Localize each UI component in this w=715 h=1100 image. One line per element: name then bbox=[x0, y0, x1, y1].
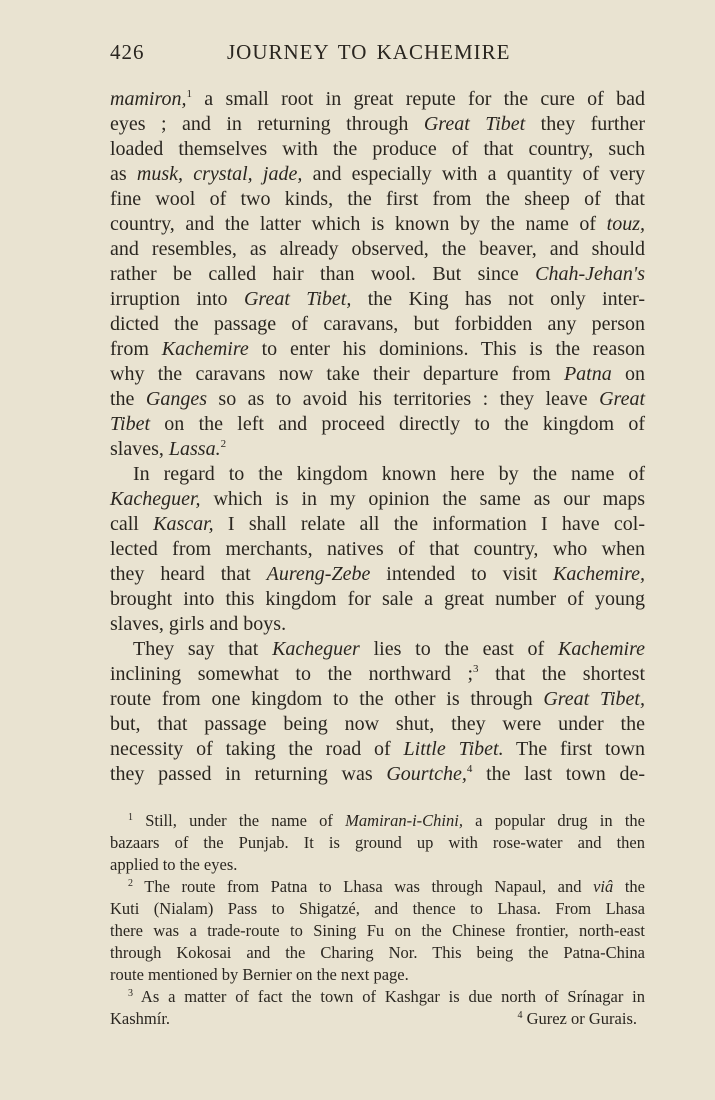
text-run: through Kokosai and the Charing Nor. This being the Patna-China bbox=[110, 943, 645, 962]
footnotes bbox=[110, 810, 645, 1030]
text-run: They say that bbox=[133, 638, 273, 660]
footnote-marker: 1 bbox=[128, 812, 133, 823]
italic-text: musk, crystal, jade, bbox=[136, 163, 303, 185]
italic-text: Little Tibet. bbox=[403, 738, 504, 760]
body-line bbox=[110, 537, 645, 562]
italic-text: Kacheguer, bbox=[110, 488, 201, 510]
italic-text: Kascar, bbox=[153, 513, 214, 535]
footnote-4-text: Gurez or Gurais. bbox=[522, 1009, 637, 1028]
footnote-line bbox=[110, 986, 645, 1008]
text-run: country, and the latter which is known by the name of bbox=[110, 213, 607, 235]
footnote-marker: 3 bbox=[128, 988, 133, 999]
body-line bbox=[110, 662, 645, 687]
body-line bbox=[110, 687, 645, 712]
body-line bbox=[110, 762, 645, 787]
text-run: and resembles, as already observed, the beaver, and should bbox=[110, 238, 645, 260]
body-text bbox=[110, 87, 645, 787]
text-run: Still, under the name of bbox=[133, 811, 346, 830]
text-run: intended to visit bbox=[370, 563, 553, 585]
footnote-3-end: Kashmír. bbox=[110, 1009, 171, 1028]
text-run: they passed in returning was bbox=[110, 763, 387, 785]
footnote-line bbox=[110, 920, 645, 942]
footnote-line bbox=[110, 876, 645, 898]
text-run: dicted the passage of caravans, but forbidden any person bbox=[110, 313, 645, 335]
italic-text: touz, bbox=[606, 213, 645, 235]
italic-text: Great Tibet, bbox=[243, 288, 352, 310]
body-line bbox=[110, 212, 645, 237]
body-line bbox=[110, 312, 645, 337]
text-run: inclining somewhat to the northward ; bbox=[110, 663, 474, 685]
text-run: lected from merchants, natives of that country, who when bbox=[110, 538, 645, 560]
footnote-line bbox=[110, 854, 645, 876]
body-line bbox=[110, 737, 645, 762]
text-run: call bbox=[110, 513, 154, 535]
text-run: which is in my opinion the same as our maps bbox=[200, 488, 645, 510]
text-run: on the left and proceed directly to the kingdom of bbox=[150, 413, 645, 435]
body-line bbox=[110, 87, 645, 112]
footnote-line bbox=[110, 832, 645, 854]
footnote-line bbox=[110, 898, 645, 920]
text-run: they heard that bbox=[110, 563, 267, 585]
text-run: that the shortest bbox=[478, 663, 645, 685]
text-run: eyes ; and in returning through bbox=[110, 113, 424, 135]
footnote-marker: 3 bbox=[473, 663, 479, 675]
body-line bbox=[110, 187, 645, 212]
text-run: As a matter of fact the town of Kashgar is due north of Srínagar in bbox=[133, 987, 645, 1006]
text-run: slaves, girls and boys. bbox=[110, 613, 287, 635]
body-line bbox=[110, 162, 645, 187]
text-run: they further bbox=[525, 113, 645, 135]
italic-text: Great Tibet, bbox=[543, 688, 645, 710]
italic-text: Kachemire bbox=[557, 638, 645, 660]
body-line bbox=[110, 262, 645, 287]
body-line bbox=[110, 287, 645, 312]
italic-text: Gourtche, bbox=[386, 763, 467, 785]
text-run: from bbox=[110, 338, 162, 360]
text-run: the King has not only inter- bbox=[351, 288, 645, 310]
text-run: on bbox=[611, 363, 646, 385]
italic-text: Kachemire bbox=[161, 338, 249, 360]
footnote-final-line bbox=[110, 1008, 645, 1030]
text-run: loaded themselves with the produce of that country, such bbox=[110, 138, 645, 160]
body-line bbox=[110, 587, 645, 612]
footnote-marker: 1 bbox=[186, 88, 192, 100]
text-run: applied to the eyes. bbox=[110, 855, 238, 874]
italic-text: Mamiran-i-Chini, bbox=[345, 811, 463, 830]
italic-text: Chah-Jehan's bbox=[535, 263, 645, 285]
italic-text: Ganges bbox=[145, 388, 207, 410]
footnote-line bbox=[110, 964, 645, 986]
italic-text: Patna bbox=[563, 363, 612, 385]
body-line bbox=[110, 637, 645, 662]
footnote-line bbox=[110, 810, 645, 832]
body-line bbox=[110, 612, 645, 637]
italic-text: Great bbox=[599, 388, 645, 410]
text-run: In regard to the kingdom known here by the name of bbox=[133, 463, 645, 485]
text-run: lies to the east of bbox=[359, 638, 558, 660]
body-line bbox=[110, 437, 645, 462]
text-run: rather be called hair than wool. But since bbox=[110, 263, 536, 285]
text-run: route from one kingdom to the other is through bbox=[110, 688, 544, 710]
footnote-4 bbox=[517, 1008, 645, 1030]
text-run: there was a trade-route to Sining Fu on the Chinese frontier, north-east bbox=[110, 921, 645, 940]
text-run: a small root in great repute for the cure of bad bbox=[191, 88, 645, 110]
footnote-marker: 4 bbox=[517, 1010, 523, 1021]
body-line bbox=[110, 562, 645, 587]
text-run: and especially with a quantity of very bbox=[302, 163, 645, 185]
text-run: brought into this kingdom for sale a great number of young bbox=[110, 588, 645, 610]
text-run: a popular drug in the bbox=[462, 811, 646, 830]
page-number: 426 bbox=[110, 40, 145, 64]
italic-text: mamiron, bbox=[110, 88, 187, 110]
text-run: the last town de- bbox=[472, 763, 645, 785]
text-run: route mentioned by Bernier on the next page. bbox=[110, 965, 409, 984]
body-line bbox=[110, 712, 645, 737]
footnote-marker: 2 bbox=[128, 878, 133, 889]
text-run: to enter his dominions. This is the reason bbox=[248, 338, 645, 360]
body-line bbox=[110, 337, 645, 362]
italic-text: Tibet bbox=[110, 413, 151, 435]
body-line bbox=[110, 512, 645, 537]
text-run: The route from Patna to Lhasa was through Napaul, and bbox=[133, 877, 594, 896]
text-run: fine wool of two kinds, the first from the sheep of that bbox=[110, 188, 645, 210]
text-run: slaves, bbox=[110, 438, 169, 460]
italic-text: Aureng-Zebe bbox=[266, 563, 371, 585]
text-run: but, that passage being now shut, they were under the bbox=[110, 713, 645, 735]
text-run: so as to avoid his territories : they leave bbox=[206, 388, 600, 410]
text-run: bazaars of the Punjab. It is ground up with rose-water and then bbox=[110, 833, 645, 852]
text-run: the bbox=[613, 877, 645, 896]
text-run: necessity of taking the road of bbox=[110, 738, 404, 760]
text-run: as bbox=[110, 163, 137, 185]
body-line bbox=[110, 387, 645, 412]
text-run: irruption into bbox=[110, 288, 244, 310]
body-line bbox=[110, 137, 645, 162]
body-line bbox=[110, 362, 645, 387]
footnote-marker: 4 bbox=[466, 763, 473, 775]
footnote-line bbox=[110, 942, 645, 964]
body-line bbox=[110, 462, 645, 487]
italic-text: viâ bbox=[593, 877, 614, 896]
text-run: why the caravans now take their departure from bbox=[110, 363, 564, 385]
body-line bbox=[110, 487, 645, 512]
running-title: JOURNEY TO KACHEMIRE bbox=[227, 40, 511, 64]
text-run: Kuti (Nialam) Pass to Shigatzé, and thence to Lhasa. From Lhasa bbox=[110, 899, 645, 918]
text-run: the bbox=[110, 388, 146, 410]
italic-text: Great Tibet bbox=[423, 113, 526, 135]
body-line bbox=[110, 412, 645, 437]
italic-text: Lassa. bbox=[168, 438, 221, 460]
text-run: I shall relate all the information I have col- bbox=[213, 513, 645, 535]
footnote-marker: 2 bbox=[220, 438, 227, 450]
italic-text: Kacheguer bbox=[272, 638, 360, 660]
body-line bbox=[110, 112, 645, 137]
italic-text: Kachemire, bbox=[552, 563, 645, 585]
text-run: The first town bbox=[503, 738, 645, 760]
body-line bbox=[110, 237, 645, 262]
